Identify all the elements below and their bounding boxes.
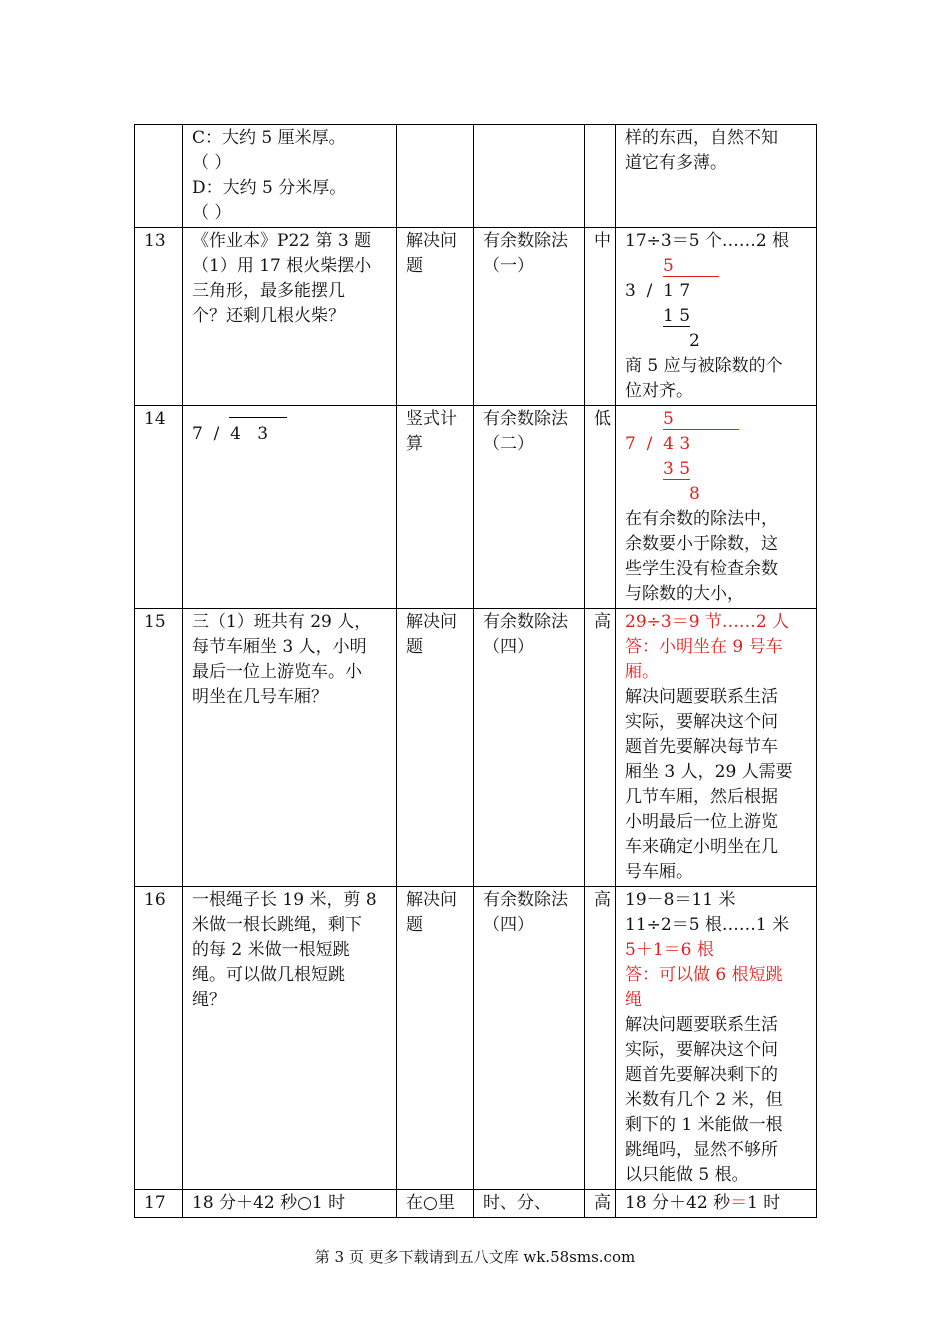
question-text bbox=[183, 609, 397, 887]
question-line: 明坐在几号车厢？ bbox=[192, 687, 328, 707]
knowledge-point: 有余数除法（一） bbox=[474, 228, 585, 406]
analysis bbox=[616, 406, 817, 609]
calc-line: 19－8＝11 米 bbox=[625, 890, 736, 910]
table-row bbox=[135, 125, 817, 228]
answer-line: 答：小明坐在 9 号车 bbox=[625, 637, 783, 657]
answer-left: 18 分＋42 秒 bbox=[625, 1193, 731, 1213]
question-line: C：大约 5 厘米厚。 bbox=[192, 128, 346, 148]
question-line: （ ） bbox=[192, 203, 232, 223]
analysis-line: 车来确定小明坐在几 bbox=[625, 837, 778, 857]
question-text: 7 / 4 3 bbox=[183, 406, 397, 609]
long-division: 5 7 / 4 3 3 5 8 bbox=[625, 407, 810, 507]
table-row bbox=[135, 609, 817, 887]
question-type: 解决问题 bbox=[397, 228, 474, 406]
question-line: 绳？ bbox=[192, 990, 226, 1010]
analysis-line: 些学生没有检查余数 bbox=[625, 559, 778, 579]
analysis-line: 余数要小于除数，这 bbox=[625, 534, 778, 554]
division-divisor: 3 bbox=[625, 281, 636, 301]
page-footer: 第 3 页 更多下载请到五八文库 wk.58sms.com bbox=[314, 1248, 636, 1266]
question-number: 16 bbox=[135, 887, 183, 1190]
analysis bbox=[616, 1190, 817, 1218]
table-row bbox=[135, 887, 817, 1190]
question-number: 13 bbox=[135, 228, 183, 406]
division-dividend: 1 7 bbox=[663, 281, 691, 301]
division-remainder: 2 bbox=[689, 331, 700, 351]
table-row bbox=[135, 406, 817, 609]
analysis bbox=[616, 125, 817, 228]
answer-line: 绳 bbox=[625, 990, 642, 1010]
difficulty: 中 bbox=[585, 228, 616, 406]
answer-line: 5＋1＝6 根 bbox=[625, 940, 714, 960]
answer-sign: ＝ bbox=[730, 1193, 748, 1213]
answer-line: 29÷3＝9 节……2 人 bbox=[625, 612, 790, 632]
question-number: 17 bbox=[135, 1190, 183, 1218]
analysis-line: 解决问题要联系生活 bbox=[625, 1015, 778, 1035]
answer-line: 厢。 bbox=[625, 662, 659, 682]
analysis-line: 位对齐。 bbox=[625, 381, 693, 401]
knowledge-point: 有余数除法（二） bbox=[474, 406, 585, 609]
question-line: 一根绳子长 19 米，剪 8 bbox=[192, 890, 377, 910]
analysis-line: 17÷3＝5 个……2 根 bbox=[625, 231, 790, 251]
division-product: 1 5 bbox=[663, 306, 691, 326]
question-line: 的每 2 米做一根短跳 bbox=[192, 940, 350, 960]
knowledge-point: 时、分、 bbox=[474, 1190, 585, 1218]
table-row bbox=[135, 228, 817, 406]
question-type: 竖式计算 bbox=[397, 406, 474, 609]
analysis-line: 号车厢。 bbox=[625, 862, 693, 882]
question-type: 在○里 bbox=[397, 1190, 474, 1218]
difficulty: 高 bbox=[585, 609, 616, 887]
question-line: 每节车厢坐 3 人，小明 bbox=[192, 637, 367, 657]
question-line: （1）用 17 根火柴摆小 bbox=[192, 256, 372, 276]
division-dividend: 4 3 bbox=[663, 434, 691, 454]
analysis-line: 剩下的 1 米能做一根 bbox=[625, 1115, 783, 1135]
long-division: 5 3 / 1 7 1 5 2 bbox=[625, 254, 810, 354]
question-analysis-table bbox=[134, 124, 817, 1218]
analysis bbox=[616, 228, 817, 406]
question-text bbox=[183, 125, 397, 228]
knowledge-point bbox=[474, 125, 585, 228]
difficulty: 低 bbox=[585, 406, 616, 609]
analysis-line: 米数有几个 2 米，但 bbox=[625, 1090, 783, 1110]
analysis-line: 几节车厢，然后根据 bbox=[625, 787, 778, 807]
analysis-line: 厢坐 3 人，29 人需要 bbox=[625, 762, 793, 782]
question-text bbox=[183, 1190, 397, 1218]
question-type bbox=[397, 125, 474, 228]
answer-line: 答：可以做 6 根短跳 bbox=[625, 965, 783, 985]
question-number: 14 bbox=[135, 406, 183, 609]
question-line: 最后一位上游览车。小 bbox=[192, 662, 362, 682]
question-text bbox=[183, 887, 397, 1190]
analysis-line: 小明最后一位上游览 bbox=[625, 812, 778, 832]
division-quotient: 5 bbox=[663, 409, 739, 430]
analysis-line: 题首先要解决每节车 bbox=[625, 737, 778, 757]
analysis-line: 题首先要解决剩下的 bbox=[625, 1065, 778, 1085]
question-number: 15 bbox=[135, 609, 183, 887]
table-row bbox=[135, 1190, 817, 1218]
division-remainder: 8 bbox=[689, 484, 700, 504]
analysis-line: 与除数的大小， bbox=[625, 584, 744, 604]
question-line: 《作业本》P22 第 3 题 bbox=[192, 231, 372, 251]
question-line: D：大约 5 分米厚。 bbox=[192, 178, 347, 198]
analysis-line: 商 5 应与被除数的个 bbox=[625, 356, 783, 376]
question-line: 米做一根长跳绳，剩下 bbox=[192, 915, 362, 935]
analysis-line: 实际，要解决这个问 bbox=[625, 1040, 778, 1060]
division-product: 3 5 bbox=[663, 459, 691, 479]
difficulty: 高 bbox=[585, 887, 616, 1190]
knowledge-point: 有余数除法（四） bbox=[474, 887, 585, 1190]
question-line: 18 分＋42 秒○1 时 bbox=[192, 1193, 346, 1213]
question-type: 解决问题 bbox=[397, 609, 474, 887]
calc-line: 11÷2＝5 根……1 米 bbox=[625, 915, 790, 935]
division-divisor: 7 bbox=[192, 424, 203, 444]
analysis-line: 解决问题要联系生活 bbox=[625, 687, 778, 707]
analysis-line: 道它有多薄。 bbox=[625, 153, 727, 173]
division-quotient: 5 bbox=[663, 256, 719, 277]
question-type: 解决问题 bbox=[397, 887, 474, 1190]
question-line: 个？还剩几根火柴？ bbox=[192, 306, 345, 326]
question-text bbox=[183, 228, 397, 406]
question-line: （ ） bbox=[192, 153, 232, 173]
analysis bbox=[616, 887, 817, 1190]
division-bracket bbox=[229, 417, 287, 418]
question-number bbox=[135, 125, 183, 228]
division-divisor: 7 bbox=[625, 434, 636, 454]
analysis-line: 以只能做 5 根。 bbox=[625, 1165, 749, 1185]
analysis bbox=[616, 609, 817, 887]
division-dividend: 4 3 bbox=[230, 424, 269, 444]
question-line: 三（1）班共有 29 人， bbox=[192, 612, 372, 632]
difficulty: 高 bbox=[585, 1190, 616, 1218]
analysis-line: 实际，要解决这个问 bbox=[625, 712, 778, 732]
answer-right: 1 时 bbox=[747, 1193, 781, 1213]
analysis-line: 样的东西，自然不知 bbox=[625, 128, 778, 148]
question-line: 绳。可以做几根短跳 bbox=[192, 965, 345, 985]
knowledge-point: 有余数除法（四） bbox=[474, 609, 585, 887]
question-line: 三角形，最多能摆几 bbox=[192, 281, 345, 301]
analysis-line: 在有余数的除法中， bbox=[625, 509, 778, 529]
difficulty bbox=[585, 125, 616, 228]
analysis-line: 跳绳吗，显然不够所 bbox=[625, 1140, 778, 1160]
